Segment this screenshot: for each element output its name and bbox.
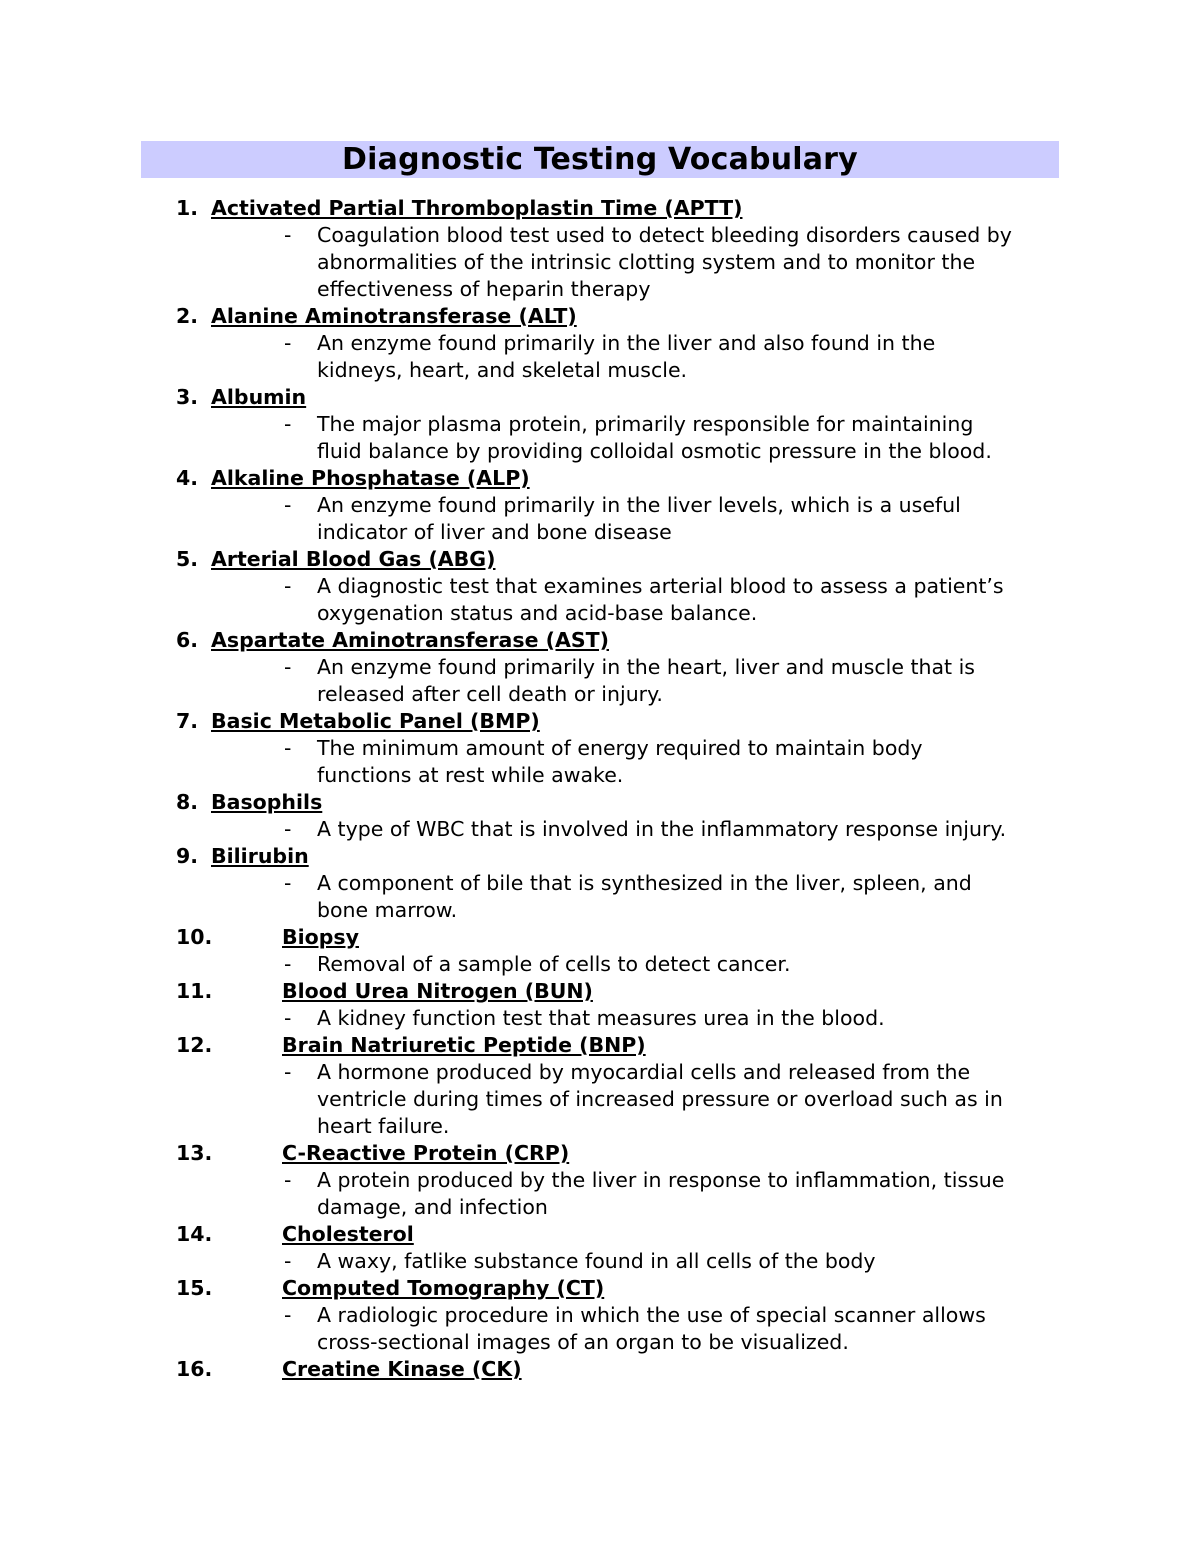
term-name: Biopsy bbox=[282, 925, 359, 949]
term-name: Cholesterol bbox=[282, 1222, 414, 1246]
definition-line: The major plasma protein, primarily responsible for maintaining bbox=[317, 412, 974, 436]
definition-line: An enzyme found primarily in the liver and also found in the bbox=[317, 331, 936, 355]
vocab-entry bbox=[176, 843, 1056, 924]
vocab-entry bbox=[176, 303, 1056, 384]
term-heading bbox=[176, 465, 1056, 492]
vocab-entry bbox=[176, 924, 1056, 978]
dash-bullet: - bbox=[284, 223, 292, 247]
term-heading bbox=[176, 546, 1056, 573]
vocab-entry bbox=[176, 1221, 1056, 1275]
definition-line: fluid balance by providing colloidal osmotic pressure in the blood. bbox=[317, 439, 992, 463]
page-title: Diagnostic Testing Vocabulary bbox=[342, 142, 858, 177]
term-heading bbox=[176, 1032, 1056, 1059]
term-definition bbox=[176, 330, 1056, 384]
term-heading bbox=[176, 789, 1056, 816]
definition-line: functions at rest while awake. bbox=[317, 763, 624, 787]
definition-line: A waxy, fatlike substance found in all cells of the body bbox=[317, 1249, 876, 1273]
dash-bullet: - bbox=[284, 1006, 292, 1030]
term-definition bbox=[176, 492, 1056, 546]
term-name: Brain Natriuretic Peptide (BNP) bbox=[282, 1033, 646, 1057]
term-number: 15. bbox=[176, 1276, 213, 1300]
vocab-entry bbox=[176, 789, 1056, 843]
term-definition bbox=[176, 654, 1056, 708]
definition-line: abnormalities of the intrinsic clotting system and to monitor the bbox=[317, 250, 976, 274]
term-heading bbox=[176, 1221, 1056, 1248]
term-name: Arterial Blood Gas (ABG) bbox=[211, 547, 496, 571]
vocab-entry bbox=[176, 546, 1056, 627]
dash-bullet: - bbox=[284, 412, 292, 436]
term-heading bbox=[176, 384, 1056, 411]
term-number: 5. bbox=[176, 547, 199, 571]
term-number: 8. bbox=[176, 790, 199, 814]
term-name: Computed Tomography (CT) bbox=[282, 1276, 605, 1300]
term-name: Blood Urea Nitrogen (BUN) bbox=[282, 979, 593, 1003]
term-name: Bilirubin bbox=[211, 844, 309, 868]
vocab-entry bbox=[176, 465, 1056, 546]
dash-bullet: - bbox=[284, 1168, 292, 1192]
term-definition bbox=[176, 1167, 1056, 1221]
dash-bullet: - bbox=[284, 736, 292, 760]
title-banner bbox=[141, 141, 1059, 178]
term-definition bbox=[176, 1059, 1056, 1140]
term-name: C-Reactive Protein (CRP) bbox=[282, 1141, 570, 1165]
vocab-entry bbox=[176, 1356, 1056, 1383]
definition-line: cross-sectional images of an organ to be visualized. bbox=[317, 1330, 849, 1354]
term-heading bbox=[176, 1140, 1056, 1167]
dash-bullet: - bbox=[284, 1060, 292, 1084]
term-definition bbox=[176, 951, 1056, 978]
vocab-entry bbox=[176, 627, 1056, 708]
term-definition bbox=[176, 222, 1056, 303]
dash-bullet: - bbox=[284, 952, 292, 976]
term-heading bbox=[176, 627, 1056, 654]
term-heading bbox=[176, 195, 1056, 222]
term-name: Alkaline Phosphatase (ALP) bbox=[211, 466, 530, 490]
term-definition bbox=[176, 870, 1056, 924]
definition-line: A type of WBC that is involved in the inflammatory response injury. bbox=[317, 817, 1007, 841]
vocab-entry bbox=[176, 1032, 1056, 1140]
term-definition bbox=[176, 1005, 1056, 1032]
definition-line: A radiologic procedure in which the use of special scanner allows bbox=[317, 1303, 986, 1327]
vocab-entry bbox=[176, 1140, 1056, 1221]
term-number: 10. bbox=[176, 925, 213, 949]
dash-bullet: - bbox=[284, 655, 292, 679]
definition-line: A kidney function test that measures urea in the blood. bbox=[317, 1006, 885, 1030]
dash-bullet: - bbox=[284, 493, 292, 517]
term-number: 6. bbox=[176, 628, 199, 652]
definition-line: ventricle during times of increased pressure or overload such as in bbox=[317, 1087, 1003, 1111]
vocab-entry bbox=[176, 195, 1056, 303]
term-name: Basic Metabolic Panel (BMP) bbox=[211, 709, 540, 733]
term-heading bbox=[176, 978, 1056, 1005]
definition-line: An enzyme found primarily in the heart, liver and muscle that is bbox=[317, 655, 975, 679]
term-number: 1. bbox=[176, 196, 199, 220]
definition-line: A hormone produced by myocardial cells and released from the bbox=[317, 1060, 971, 1084]
definition-line: A diagnostic test that examines arterial blood to assess a patient’s bbox=[317, 574, 1004, 598]
dash-bullet: - bbox=[284, 574, 292, 598]
term-definition bbox=[176, 816, 1056, 843]
term-definition bbox=[176, 735, 1056, 789]
term-number: 3. bbox=[176, 385, 199, 409]
definition-line: effectiveness of heparin therapy bbox=[317, 277, 651, 301]
term-definition bbox=[176, 411, 1056, 465]
definition-line: heart failure. bbox=[317, 1114, 450, 1138]
definition-line: Removal of a sample of cells to detect cancer. bbox=[317, 952, 791, 976]
vocab-entry bbox=[176, 384, 1056, 465]
dash-bullet: - bbox=[284, 871, 292, 895]
definition-line: released after cell death or injury. bbox=[317, 682, 663, 706]
term-number: 13. bbox=[176, 1141, 213, 1165]
term-heading bbox=[176, 1356, 1056, 1383]
term-heading bbox=[176, 1275, 1056, 1302]
term-name: Creatine Kinase (CK) bbox=[282, 1357, 522, 1381]
term-heading bbox=[176, 303, 1056, 330]
dash-bullet: - bbox=[284, 331, 292, 355]
term-number: 2. bbox=[176, 304, 199, 328]
term-name: Basophils bbox=[211, 790, 323, 814]
definition-line: bone marrow. bbox=[317, 898, 458, 922]
term-number: 11. bbox=[176, 979, 213, 1003]
definition-line: A protein produced by the liver in response to inflammation, tissue bbox=[317, 1168, 1005, 1192]
definition-line: Coagulation blood test used to detect bleeding disorders caused by bbox=[317, 223, 1012, 247]
term-heading bbox=[176, 708, 1056, 735]
definition-line: The minimum amount of energy required to maintain body bbox=[317, 736, 923, 760]
term-number: 16. bbox=[176, 1357, 213, 1381]
term-name: Albumin bbox=[211, 385, 307, 409]
term-definition bbox=[176, 1302, 1056, 1356]
term-number: 12. bbox=[176, 1033, 213, 1057]
vocab-entry bbox=[176, 978, 1056, 1032]
term-number: 14. bbox=[176, 1222, 213, 1246]
definition-line: indicator of liver and bone disease bbox=[317, 520, 672, 544]
dash-bullet: - bbox=[284, 1249, 292, 1273]
dash-bullet: - bbox=[284, 1303, 292, 1327]
term-heading bbox=[176, 924, 1056, 951]
term-name: Activated Partial Thromboplastin Time (APTT) bbox=[211, 196, 743, 220]
definition-line: damage, and infection bbox=[317, 1195, 548, 1219]
term-number: 7. bbox=[176, 709, 199, 733]
vocab-entry bbox=[176, 1275, 1056, 1356]
vocab-entry bbox=[176, 708, 1056, 789]
definition-line: An enzyme found primarily in the liver levels, which is a useful bbox=[317, 493, 961, 517]
term-number: 4. bbox=[176, 466, 199, 490]
definition-line: oxygenation status and acid-base balance. bbox=[317, 601, 758, 625]
dash-bullet: - bbox=[284, 817, 292, 841]
definition-line: kidneys, heart, and skeletal muscle. bbox=[317, 358, 688, 382]
term-heading bbox=[176, 843, 1056, 870]
term-number: 9. bbox=[176, 844, 199, 868]
definition-line: A component of bile that is synthesized in the liver, spleen, and bbox=[317, 871, 972, 895]
term-definition bbox=[176, 1248, 1056, 1275]
term-definition bbox=[176, 573, 1056, 627]
term-name: Alanine Aminotransferase (ALT) bbox=[211, 304, 577, 328]
vocabulary-list bbox=[176, 195, 1056, 1383]
term-name: Aspartate Aminotransferase (AST) bbox=[211, 628, 609, 652]
